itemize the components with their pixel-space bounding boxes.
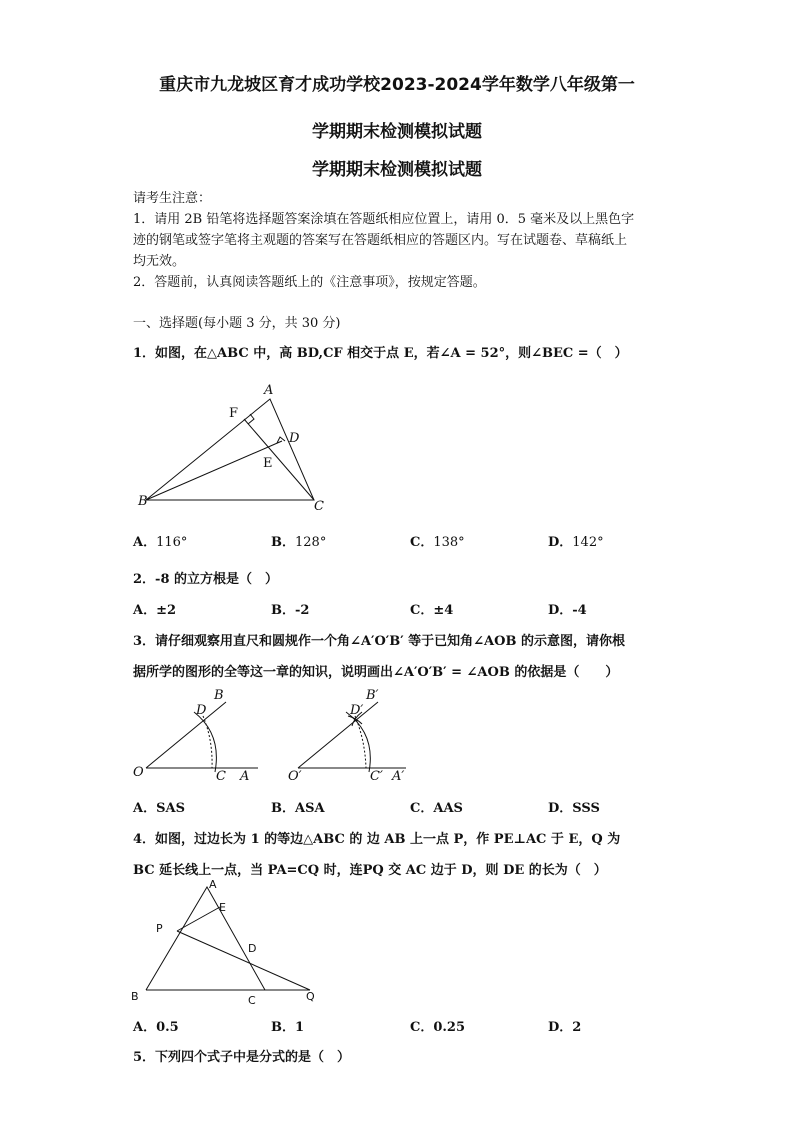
q4-label-p: P: [156, 922, 163, 935]
q4-triangle: [146, 887, 265, 990]
notice-line-4: 2．答题前，认真阅读答题纸上的《注意事项》，按规定答题。: [133, 275, 486, 290]
q4-label-d: D: [248, 942, 257, 955]
q4-segment-pe: [177, 907, 220, 931]
q1-label-c: C: [314, 499, 324, 514]
q3-option-b: B．ASA: [271, 801, 325, 816]
page-title-line-3: 学期期末检测模拟试题: [312, 160, 482, 180]
notice-line-1: 1．请用 2B 铅笔将选择题答案涂填在答题纸相应位置上，请用 0．5 毫米及以上黑色字: [133, 212, 635, 227]
q1-option-d: D．142°: [548, 535, 604, 550]
q3-label-b-prime: B′: [366, 688, 379, 703]
question-2-stem: 2．-8 的立方根是（ ）: [133, 572, 279, 587]
q3-label-c: C: [216, 769, 226, 784]
q4-label-b: B: [131, 990, 139, 1003]
q1-label-f: F: [229, 406, 239, 421]
page-title-line-2: 学期期末检测模拟试题: [312, 122, 482, 142]
q3-label-c-prime: C′: [370, 769, 383, 784]
q4-figure: [146, 887, 310, 990]
q1-right-angle-d: [277, 437, 285, 443]
q3-option-a: A．SAS: [133, 801, 185, 816]
q4-segment-pq: [177, 931, 310, 990]
q1-altitude-cf: [244, 419, 314, 500]
q2-option-d: D．-4: [548, 603, 587, 618]
q3-option-c: C．AAS: [410, 801, 463, 816]
q3-label-d: D: [196, 703, 207, 718]
section-heading: 一、选择题(每小题 3 分，共 30 分): [133, 316, 341, 331]
question-4-stem-line-1: 4．如图，过边长为 1 的等边△ABC 的 边 AB 上一点 P，作 PE⊥AC 于 E，Q 为: [133, 832, 621, 847]
q3-label-d-prime: D′: [350, 703, 364, 718]
question-3-stem-line-1: 3．请仔细观察用直尺和圆规作一个角∠A′O′B′ 等于已知角∠AOB 的示意图，请你根: [133, 634, 625, 649]
page-title-line-1: 重庆市九龙坡区育才成功学校2023-2024学年数学八年级第一: [159, 75, 635, 95]
q2-option-c: C．±4: [410, 603, 454, 618]
q2-option-b: B．-2: [271, 603, 310, 618]
q3-option-d: D．SSS: [548, 801, 600, 816]
q1-option-b: B．128°: [271, 535, 327, 550]
notice-line-3: 均无效。: [133, 254, 186, 269]
q4-option-c: C．0.25: [410, 1020, 466, 1035]
q4-label-e: E: [219, 901, 226, 914]
q3-dashed-cd: [203, 716, 212, 768]
q3-label-o-prime: O′: [288, 769, 302, 784]
q4-option-a: A．0.5: [133, 1020, 179, 1035]
q4-option-b: B．1: [271, 1020, 305, 1035]
question-4-stem-line-2: BC 延长线上一点，当 PA=CQ 时，连PQ 交 AC 边于 D，则 DE 的长为（ ）: [133, 863, 607, 878]
q4-label-q: Q: [306, 990, 315, 1003]
q1-label-b: B: [138, 494, 148, 509]
q1-option-a: A．116°: [133, 535, 188, 550]
q4-label-a: A: [209, 878, 217, 891]
q3-label-a-prime: A′: [392, 769, 405, 784]
q3-label-o: O: [133, 765, 144, 780]
q3-label-a: A: [240, 769, 250, 784]
q3-label-b: B: [214, 688, 224, 703]
q3-dashed-cd-prime: [355, 716, 366, 768]
notice-heading: 请考生注意：: [133, 191, 212, 206]
q4-label-c: C: [248, 994, 256, 1007]
q2-option-a: A．±2: [133, 603, 177, 618]
q1-right-angle-f: [248, 414, 254, 424]
q1-option-c: C．138°: [410, 535, 465, 550]
question-1-stem: 1．如图，在△ABC 中，高 BD,CF 相交于点 E，若∠A = 52°，则∠BEC =（ ）: [133, 346, 628, 361]
question-5-stem: 5．下列四个式子中是分式的是（ ）: [133, 1050, 351, 1065]
notice-line-2: 迹的钢笔或签字笔将主观题的答案写在答题纸相应的答题区内。写在试题卷、草稿纸上: [133, 233, 628, 248]
q4-option-d: D．2: [548, 1020, 582, 1035]
q1-altitude-bd: [146, 441, 282, 500]
q3-ray-ob: [146, 702, 226, 768]
q1-label-e: E: [263, 456, 273, 471]
question-3-stem-line-2: 据所学的图形的全等这一章的知识，说明画出∠A′O′B′ = ∠AOB 的依据是（ ）: [133, 665, 619, 680]
q1-label-a: A: [264, 383, 274, 398]
q1-label-d: D: [289, 431, 300, 446]
